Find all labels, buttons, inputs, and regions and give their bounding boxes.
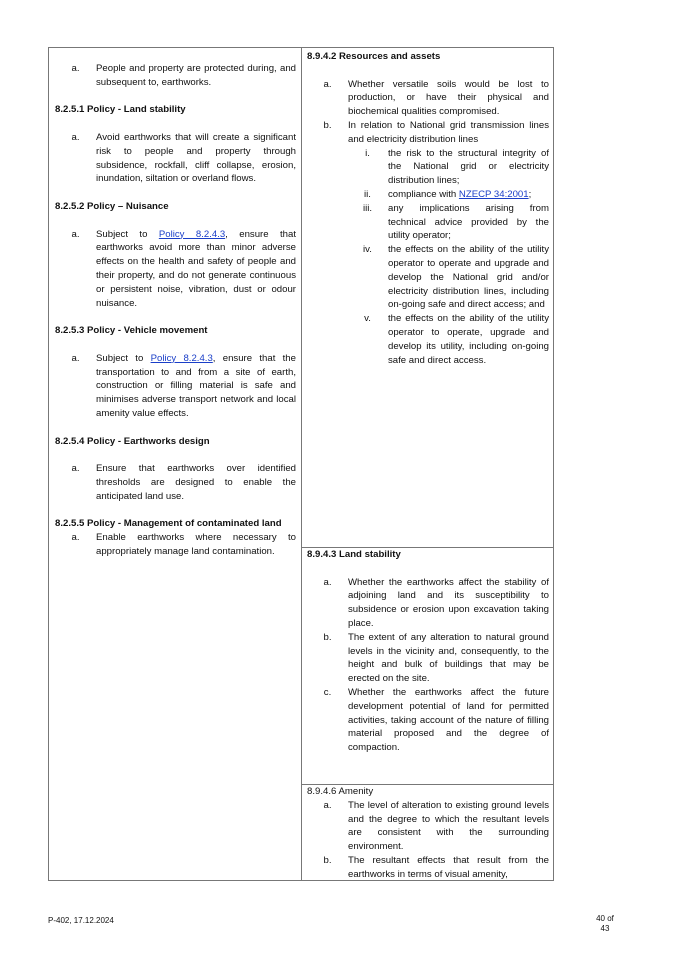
list-item: a. Ensure that earthworks over identified thresholds are designed to enable the anticipated land use.: [71, 463, 296, 502]
nzecp-link[interactable]: NZECP 34:2001: [458, 188, 529, 200]
list-item: a. People and property are protected during, and subsequent to, earthworks.: [71, 63, 296, 88]
section-heading: 8.2.5.1 Policy - Land stability: [55, 104, 186, 116]
section-heading: 8.9.4.6 Amenity: [307, 786, 374, 797]
sub-list-item: ii. compliance with NZECP 34:2001;: [364, 188, 532, 200]
sub-list-item: i. the risk to the structural integrity of the National grid or electricity distribution lines;: [365, 147, 549, 187]
list-item: a. Whether versatile soils would be lost to production, or have their physical and biochemical qualities compromised.: [323, 78, 549, 118]
land-stability-cell: [307, 548, 549, 755]
list-item: c. Whether the earthworks affect the future development potential of land for permitted activities, taking account of the nature of filling material proposed and the degree of compaction.: [323, 686, 549, 754]
policy-link[interactable]: Policy 8.2.4.3: [150, 352, 213, 364]
list-item: a. Subject to Policy 8.2.4.3, ensure that earthworks avoid more than minor adverse effects on the health and safety of people and their property, and do not generate continuous or persistent noise, vibration, dust or odour nuisance.: [71, 228, 296, 309]
list-item: a. Enable earthworks where necessary to appropriately manage land contamination.: [71, 532, 296, 557]
section-heading: 8.2.5.3 Policy - Vehicle movement: [55, 325, 208, 337]
amenity-cell: [307, 785, 549, 882]
sub-list-item: v. the effects on the ability of the utility operator to operate, upgrade and develop its utility, including on-going safe and direct access.: [364, 313, 549, 366]
list-item: a. Subject to Policy 8.2.4.3, ensure that the transportation to and from a site of earth, construction or filling material is safe and minimises adverse transport network and local amenity value effects.: [71, 352, 296, 419]
resources-cell: [307, 50, 549, 367]
sub-list-item: iv. the effects on the ability of the utility operator to operate and upgrade and develop the National grid and/or electricity distribution lines, including on-going safe and direct access; and: [363, 244, 549, 311]
section-heading: 8.9.4.2 Resources and assets: [307, 51, 441, 62]
section-heading: 8.2.5.4 Policy - Earthworks design: [55, 435, 210, 447]
page-number: 40 of 43: [596, 914, 614, 933]
policy-table: [48, 47, 554, 881]
section-heading: 8.2.5.5 Policy - Management of contaminated land: [55, 518, 282, 530]
section-heading: 8.2.5.2 Policy – Nuisance: [55, 200, 169, 212]
list-item: a. Whether the earthworks affect the stability of adjoining land and its susceptibility to subsidence or erosion upon excavation taking place.: [323, 576, 549, 629]
list-item: b. The extent of any alteration to natural ground levels in the vicinity and, consequently, to the height and bulk of buildings that may be erected on the site.: [323, 631, 549, 685]
policy-link[interactable]: Policy 8.2.4.3: [158, 228, 226, 240]
section-heading: 8.9.4.3 Land stability: [307, 549, 401, 560]
list-item: a. The level of alteration to existing ground levels and the degree to which the resultant levels are consistent with the surrounding environment.: [323, 799, 549, 853]
column-divider: [301, 48, 302, 880]
left-column: [55, 62, 296, 559]
list-item: b. The resultant effects that result from the earthworks in terms of visual amenity,: [323, 854, 549, 880]
sub-list-item: iii. any implications arising from technical advice provided by the utility operator;: [362, 202, 549, 242]
document-reference: P-402, 17.12.2024: [48, 916, 114, 925]
list-item: b. In relation to National grid transmission lines and electricity distribution lines: [323, 119, 549, 145]
list-item: a. Avoid earthworks that will create a significant risk to people and property through subsidence, rockfall, cliff collapse, erosion, inundation, siltation or overland flows.: [71, 131, 296, 185]
